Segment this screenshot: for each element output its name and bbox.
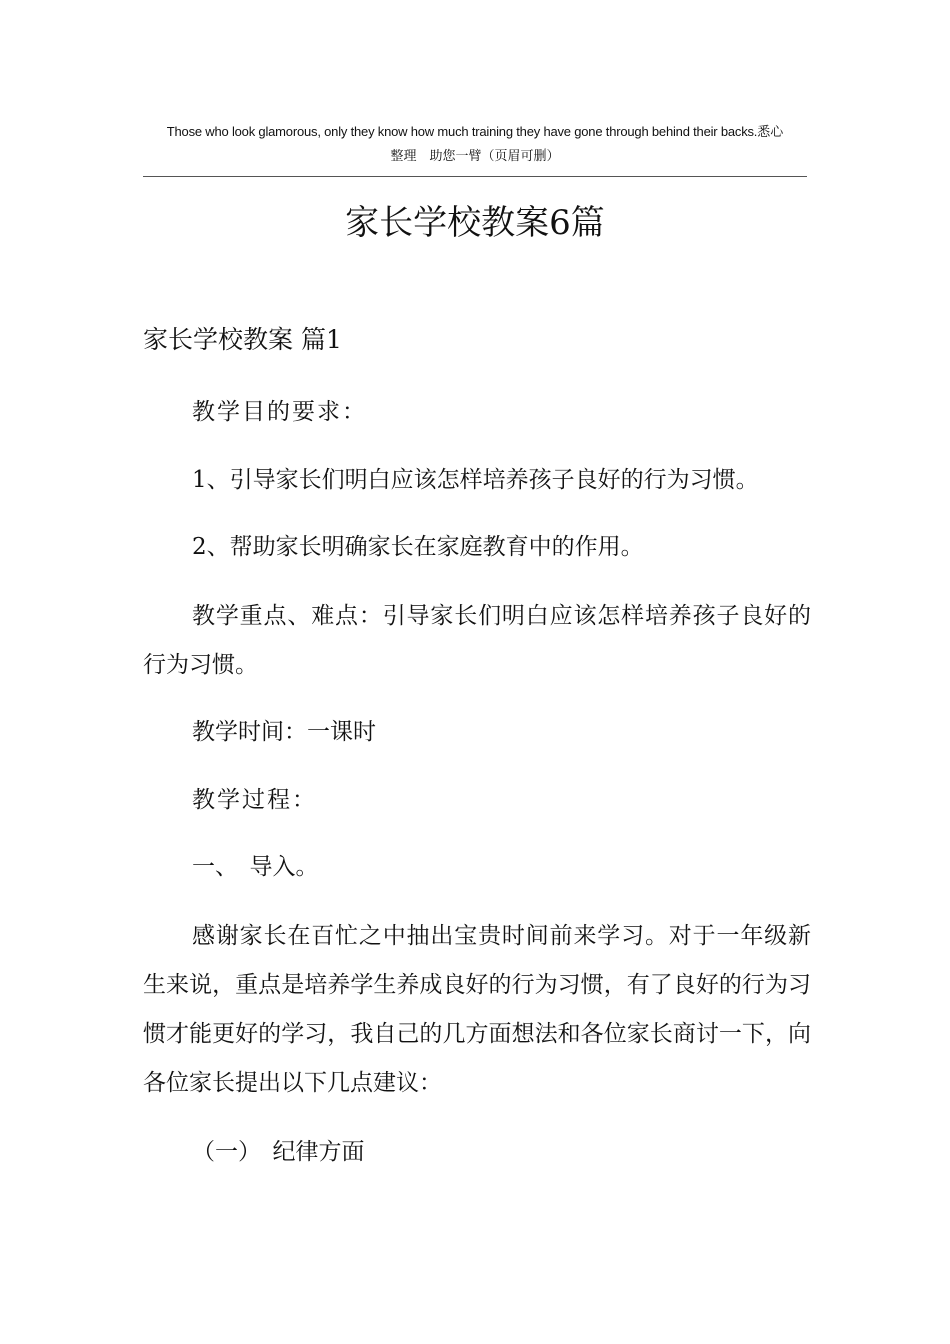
section-title: 家长学校教案 篇1 xyxy=(143,325,342,354)
intro-heading: 一、 导入。 xyxy=(192,854,319,880)
goal-item-2: 2、帮助家长明确家长在家庭教育中的作用。 xyxy=(192,534,644,560)
header-chinese-text: 悉心 xyxy=(757,125,784,140)
header-divider xyxy=(143,176,807,177)
goal-item-1: 1、引导家长们明白应该怎样培养孩子良好的行为习惯。 xyxy=(192,467,759,493)
header-line-1 xyxy=(143,120,807,145)
document-title: 家长学校教案6篇 xyxy=(345,203,605,243)
intro-paragraph: 感谢家长在百忙之中抽出宝贵时间前来学习。对于一年级新生来说，重点是培养学生养成良好的行为习惯，有了良好的行为习惯才能更好的学习，我自己的几方面想法和各位家长商讨一下，向各位家长提出以下几点建议： xyxy=(143,923,811,1096)
discipline-heading: （一） 纪律方面 xyxy=(192,1139,365,1165)
header-line-2: 整理 助您一臂（页眉可删） xyxy=(390,149,560,164)
teaching-time: 教学时间：一课时 xyxy=(192,719,376,745)
goal-heading: 教学目的要求： xyxy=(192,399,367,425)
page-header xyxy=(143,120,807,169)
key-points-paragraph: 教学重点、难点：引导家长们明白应该怎样培养孩子良好的行为习惯。 xyxy=(143,603,811,678)
process-heading: 教学过程： xyxy=(192,787,317,813)
header-english-text: Those who look glamorous, only they know how much training they have gone through behind their backs. xyxy=(166,124,758,139)
